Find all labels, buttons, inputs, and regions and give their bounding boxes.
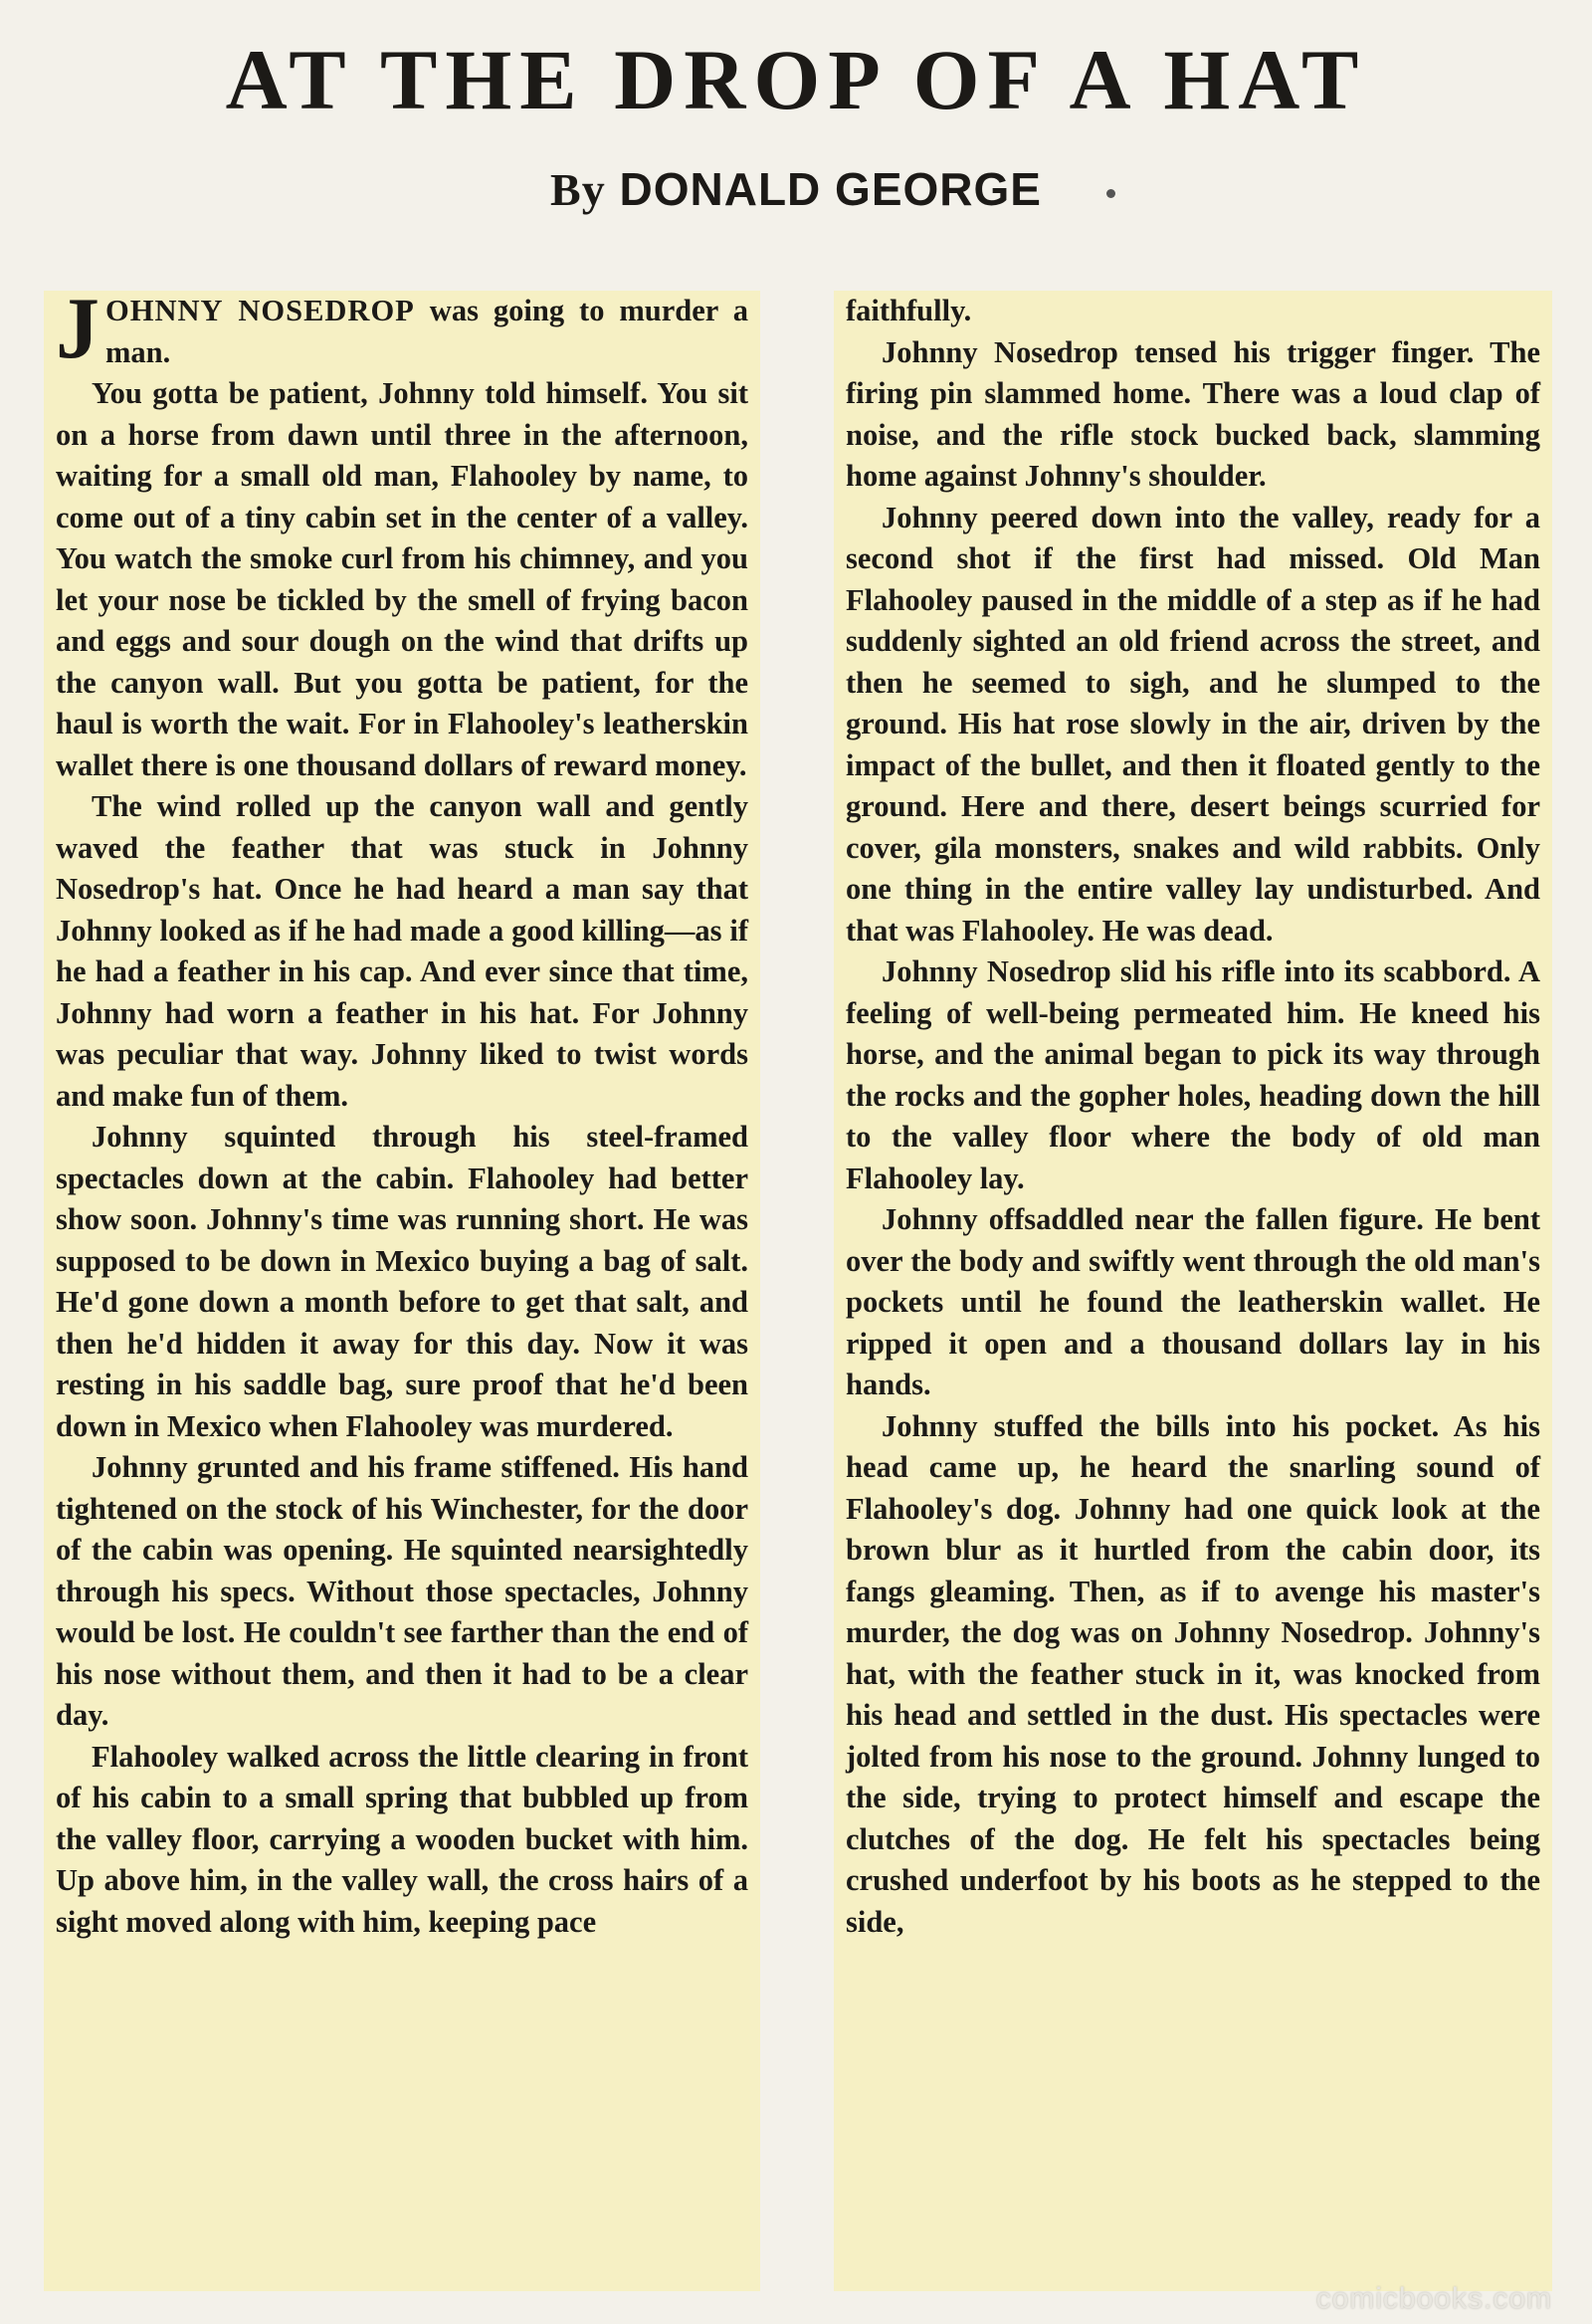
drop-cap: J (56, 291, 100, 377)
text-column-right (834, 291, 1552, 2291)
paragraph: Johnny Nosedrop slid his rifle into its scabbord. A feeling of well-being permeated him. He kneed his horse, and the animal began to pick its way through the rocks and the gopher holes, heading down the hill to the valley floor where the body of old man Flahooley lay. (846, 954, 1540, 1195)
text-column-left (44, 291, 760, 2291)
opening-lead: OHNNY NOSEDROP (105, 294, 415, 327)
opening-text: was going to murder a man. (105, 294, 749, 369)
story-title: AT THE DROP OF A HAT (225, 32, 1367, 127)
paragraph: Johnny peered down into the valley, ready for a second shot if the first had missed. Old Man Flahooley paused in the middle of a step as if he had suddenly sighted an old friend across the street, and then he seemed to sigh, and he slumped to the ground. His hat rose slowly in the air, driven by the impact of the bullet, and then it floated gently to the ground. Here and there, desert beings scurried for cover, gila monsters, snakes and wild rabbits. Only one thing in the entire valley lay undisturbed. And that was Flahooley. He was dead. (846, 500, 1540, 948)
paragraph: Flahooley walked across the little clearing in front of his cabin to a small spring that bubbled up from the valley floor, carrying a wooden bucket with him. Up above him, in the valley wall, the cross hairs of a sight moved along with him, keeping pace (56, 1739, 748, 1939)
decorative-dot (1106, 189, 1115, 198)
paragraph: Johnny offsaddled near the fallen figure. He bent over the body and swiftly went through the old man's pockets until he found the leatherskin wallet. He ripped it open and a thousand dollars lay in his hands. (846, 1202, 1540, 1401)
paragraph: The wind rolled up the canyon wall and gently waved the feather that was stuck in Johnny Nosedrop's hat. Once he had heard a man say that Johnny looked as if he had made a good killing—as if he had a feather in his cap. And ever since that time, Johnny had worn a feather in his hat. For Johnny was peculiar that way. Johnny liked to twist words and make fun of them. (56, 789, 748, 1113)
paragraph: You gotta be patient, Johnny told himself. You sit on a horse from dawn until three in the afternoon, waiting for a small old man, Flahooley by name, to come out of a tiny cabin set in the center of a valley. You watch the smoke curl from his chimney, and you let your nose be tickled by the smell of frying bacon and eggs and sour dough on the wind that drifts up the canyon wall. But you gotta be patient, for the haul is worth the wait. For in Flahooley's leatherskin wallet there is one thousand dollars of reward money. (56, 376, 748, 782)
byline-by: By (550, 164, 606, 215)
site-watermark: comicbooks.com (1315, 2282, 1552, 2315)
byline-author: DONALD GEORGE (619, 163, 1042, 215)
paragraph: Johnny squinted through his steel-framed spectacles down at the cabin. Flahooley had better show soon. Johnny's time was running short. He was supposed to be down in Mexico buying a bag of salt. He'd gone down a month before to get that salt, and then he'd hidden it away for this day. Now it was resting in his saddle bag, sure proof that he'd been down in Mexico when Flahooley was murdered. (56, 1120, 748, 1443)
paragraph: Johnny Nosedrop tensed his trigger finger. The firing pin slammed home. There was a loud clap of noise, and the rifle stock bucked back, slamming home against Johnny's shoulder. (846, 334, 1540, 493)
paragraph-opening (56, 291, 749, 377)
paragraph: Johnny grunted and his frame stiffened. His hand tightened on the stock of his Winchester, for the door of the cabin was opening. He squinted nearsightedly through his specs. Without those spectacles, Johnny would be lost. He couldn't see farther than the end of his nose without them, and then it had to be a clear day. (56, 1450, 748, 1732)
paragraph: Johnny stuffed the bills into his pocket. As his head came up, he heard the snarling sound of Flahooley's dog. Johnny had one quick look at the brown blur as it hurtled from the cabin door, its fangs gleaming. Then, as if to avenge his master's murder, the dog was on Johnny Nosedrop. Johnny's hat, with the feather stuck in it, was knocked from his head and settled in the dust. His spectacles were jolted from his nose to the ground. Johnny lunged to the side, trying to protect himself and escape the clutches of the dog. He felt his spectacles being crushed underfoot by his boots as he stepped to the side, (846, 1408, 1540, 1939)
paragraph-continued: faithfully. (846, 294, 972, 327)
byline (0, 159, 1592, 220)
